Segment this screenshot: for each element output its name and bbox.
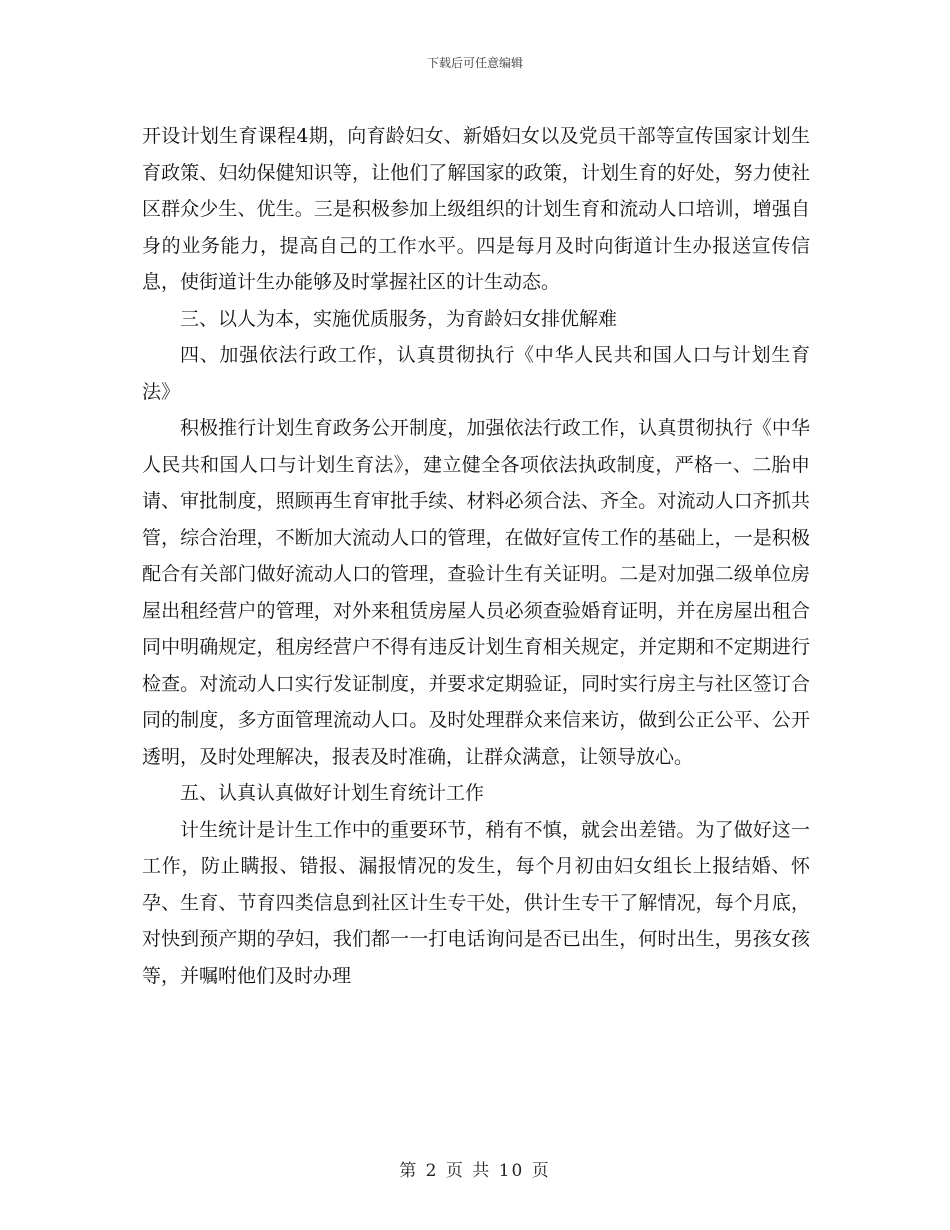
section-heading-four: 四、加强依法行政工作，认真贯彻执行《中华人民共和国人口与计划生育法》 <box>142 344 810 403</box>
document-body <box>142 118 810 994</box>
paragraph-statistics: 计生统计是计生工作中的重要环节，稍有不慎，就会出差错。为了做好这一工作，防止瞒报、错报、漏报情况的发生，每个月初由妇女组长上报结婚、怀孕、生育、节育四类信息到社区计生专干处，供计生专干了解情况，每个月底，对快到预产期的孕妇，我们都一一打电话询问是否已出生，何时出生，男孩女孩等，并嘱咐他们及时办理 <box>142 818 810 987</box>
paragraph-law-enforcement: 积极推行计划生育政务公开制度，加强依法行政工作，认真贯彻执行《中华人民共和国人口与计划生育法》，建立健全各项依法执政制度，严格一、二胎申请、审批制度，照顾再生育审批手续、材料必须合法、齐全。对流动人口齐抓共管，综合治理，不断加大流动人口的管理，在做好宣传工作的基础上，一是积极配合有关部门做好流动人口的管理，查验计生有关证明。二是对加强二级单位房屋出租经营户的管理，对外来租赁房屋人员必须查验婚育证明，并在房屋出租合同中明确规定，租房经营户不得有违反计划生育相关规定，并定期和不定期进行检查。对流动人口实行发证制度，并要求定期验证，同时实行房主与社区签订合同的制度，多方面管理流动人口。及时处理群众来信来访，做到公正公平、公开透明，及时处理解决，报表及时准确，让群众满意，让领导放心。 <box>142 417 810 768</box>
section-heading-five: 五、认真认真做好计划生育统计工作 <box>180 782 485 804</box>
page-number: 第 2 页 共 10 页 <box>399 1161 551 1181</box>
paragraph-continuation: 开设计划生育课程4期，向育龄妇女、新婚妇女以及党员干部等宣传国家计划生育政策、妇幼保健知识等，让他们了解国家的政策，计划生育的好处，努力使社区群众少生、优生。三是积极参加上级组织的计划生育和流动人口培训，增强自身的业务能力，提高自己的工作水平。四是每月及时向街道计生办报送宣传信息，使街道计生办能够及时掌握社区的计生动态。 <box>142 125 810 293</box>
section-heading-three: 三、以人为本，实施优质服务，为育龄妇女排优解难 <box>180 307 618 330</box>
header-note: 下载后可任意编辑 <box>426 56 523 70</box>
